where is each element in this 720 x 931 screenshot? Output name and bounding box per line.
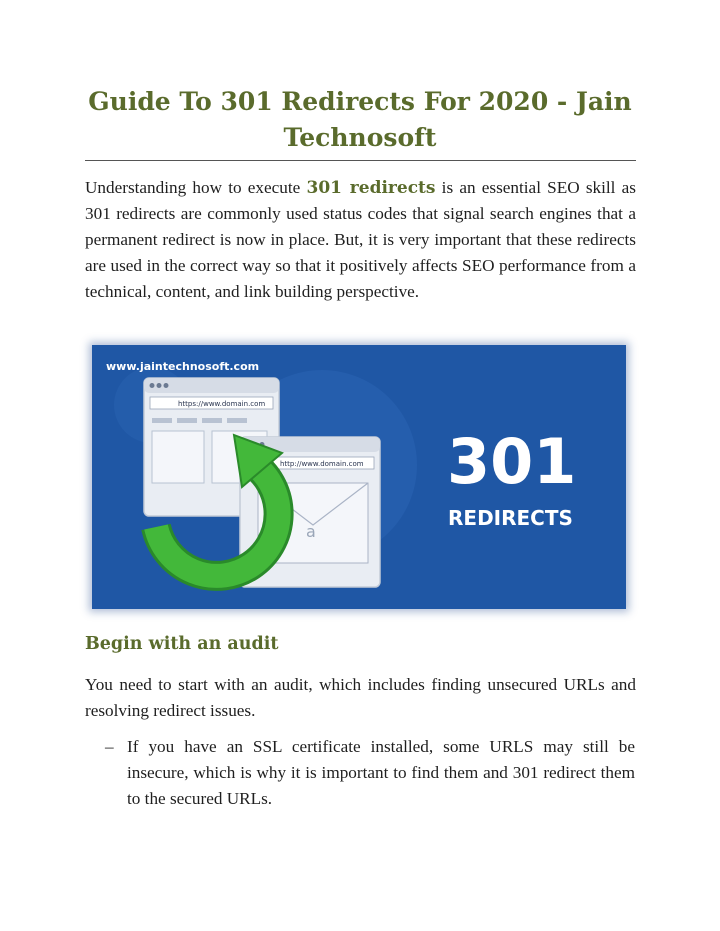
section-heading: Begin with an audit [85, 634, 279, 654]
intro-text-after: is an essential SEO skill as 301 redirects are commonly used status codes that signal search engines that a permanent redirect is now in place. But, it is very important that these redirects are used in the correct way so that it positively affects SEO performance from a technical, content, and link building perspective. [85, 178, 636, 301]
audit-paragraph: You need to start with an audit, which includes finding unsecured URLs and resolving redirect issues. [85, 675, 636, 720]
bullet-marker: – [105, 737, 114, 756]
intro-highlight: 301 redirects [306, 178, 436, 198]
document-title: Guide To 301 Redirects For 2020 - Jain Technosoft [88, 87, 632, 152]
banner-big-word: REDIRECTS [448, 506, 573, 530]
banner-big-number: 301 [447, 425, 577, 498]
secure-url-text: https://www.domain.com [178, 400, 266, 408]
banner-illustration [92, 345, 626, 609]
intro-text-before: Understanding how to execute [85, 178, 307, 197]
title-divider [85, 160, 636, 161]
intro-paragraph [85, 175, 636, 305]
page-letter: a [306, 522, 316, 541]
banner-image [92, 345, 626, 609]
bullet-text: If you have an SSL certificate installed, some URLS may still be insecure, which is why it is important to find them and 301 redirect them to the secured URLs. [127, 737, 635, 808]
bullet-item [105, 734, 635, 812]
plain-url-text: http://www.domain.com [280, 460, 364, 468]
banner-site-label: www.jaintechnosoft.com [106, 360, 260, 373]
